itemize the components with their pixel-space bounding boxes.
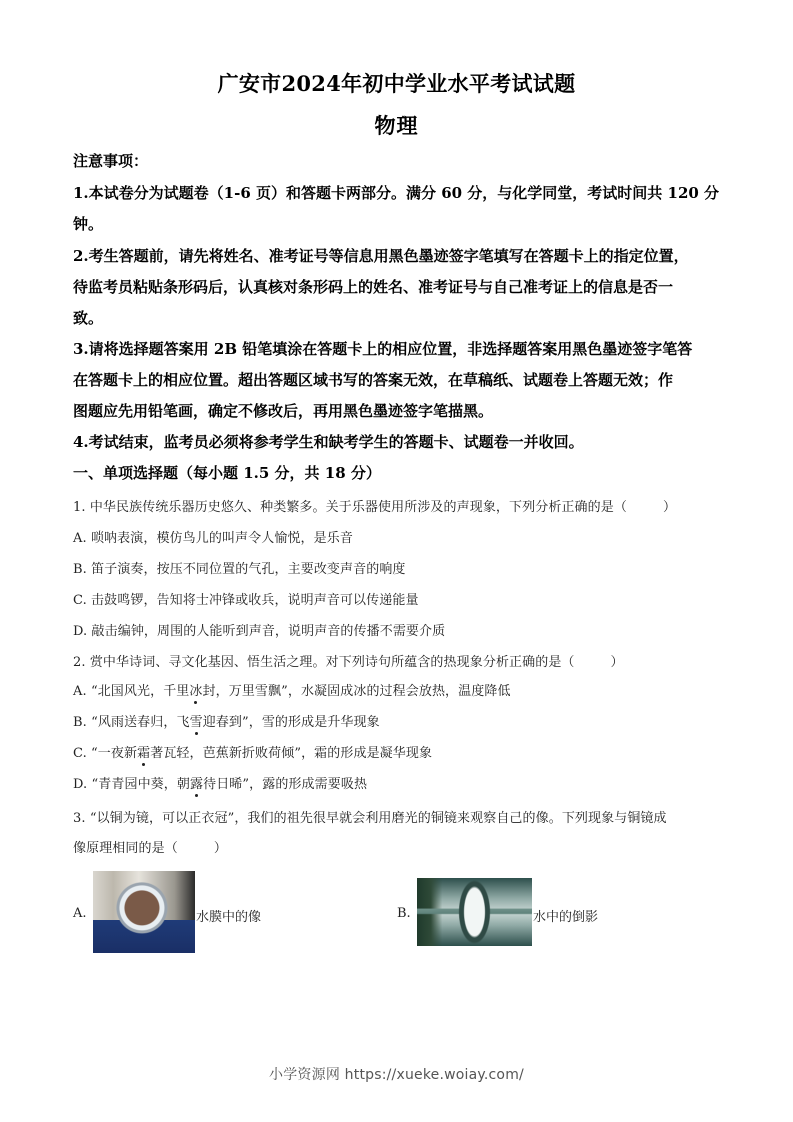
notice-heading: 注意事项： (73, 152, 149, 170)
option-text: 著瓦轻，芭蕉新折败荷倾”，霜的形成是凝华现象 (150, 746, 433, 761)
subject-title: 物理 (374, 113, 419, 138)
option-text: 待日晞”，露的形成需要吸热 (203, 777, 368, 792)
notice-item-3-line-2: 在答题卡上的相应位置。超出答题区域书写的答案无效，在草稿纸、试题卷上答题无效；作 (73, 371, 674, 389)
emphasis-mark: 冰 (189, 680, 202, 699)
emphasis-mark: 露 (190, 773, 203, 792)
document-title: 广安市2024年初中学业水平考试试题 (217, 71, 576, 96)
question-3-stem-text: 像原理相同的是（ (73, 841, 178, 856)
question-1-stem-end: ） (662, 500, 677, 515)
question-2-stem-text: 2. 赏中华诗词、寻文化基因、悟生活之理。对下列诗句所蕴含的热现象分析正确的是（ (73, 655, 575, 670)
emphasis-mark: 霜 (137, 742, 150, 761)
question-2-option-d (73, 773, 723, 792)
notice-item-4-line-1: 4.考试结束，监考员必须将参考学生和缺考学生的答题卡、试题卷一并收回。 (73, 433, 584, 451)
water-film-image (93, 871, 195, 953)
question-2-option-b (73, 711, 723, 730)
emphasis-mark: 雪 (190, 711, 203, 730)
option-text: C. “一夜新 (73, 746, 138, 761)
question-1-option-c: C. 击鼓鸣锣，告知将士冲锋或收兵，说明声音可以传递能量 (73, 593, 419, 608)
question-2-option-c (73, 742, 723, 761)
question-1-option-d: D. 敲击编钟，周围的人能听到声音，说明声音的传播不需要介质 (73, 624, 446, 639)
question-3-option-b-label: B. (397, 906, 411, 921)
notice-item-3-line-1: 3.请将选择题答案用 2B 铅笔填涂在答题卡上的相应位置，非选择题答案用黑色墨迹签字笔答 (73, 340, 693, 358)
question-3-option-a-label: A. (73, 906, 87, 921)
question-2-stem (73, 651, 723, 670)
option-text: 迎春到”，雪的形成是升华现象 (202, 715, 380, 730)
notice-item-3-line-3: 图题应先用铅笔画，确定不修改后，再用黑色墨迹签字笔描黑。 (73, 402, 494, 420)
section-heading: 一、单项选择题（每小题 1.5 分，共 18 分） (73, 464, 381, 482)
option-text: A. “北国风光，千里 (73, 684, 190, 699)
question-3-option-a-text: 水膜中的像 (196, 910, 262, 925)
question-2-stem-end: ） (610, 655, 624, 670)
option-text: 封，万里雪飘”，水凝固成冰的过程会放热，温度降低 (202, 684, 511, 699)
question-1-option-a: A. 唢呐表演，模仿鸟儿的叫声令人愉悦，是乐音 (73, 531, 353, 546)
notice-item-1-line-1: 1.本试卷分为试题卷（1-6 页）和答题卡两部分。满分 60 分，与化学同堂，考试时间共 120 分 (73, 184, 720, 202)
option-text: B. “风雨送春归，飞 (73, 715, 190, 730)
option-text: D. “青青园中葵，朝 (73, 777, 190, 792)
notice-item-1-line-2: 钟。 (73, 215, 104, 233)
notice-item-2-line-2: 待监考员粘贴条形码后，认真核对条形码上的姓名、准考证号与自己准考证上的信息是否一 (73, 278, 674, 296)
bridge-reflection-image (417, 878, 532, 946)
question-3-stem-line-1: 3. “以铜为镜，可以正衣冠”，我们的祖先很早就会利用磨光的铜镜来观察自己的像。下列现象与铜镜成 (73, 811, 667, 826)
question-3-stem-line-2 (73, 837, 723, 856)
footer-watermark: 小学资源网 https://xueke.woiay.com/ (269, 1067, 524, 1083)
question-1-stem (73, 496, 723, 515)
question-3-option-b-text: 水中的倒影 (533, 910, 599, 925)
notice-item-2-line-1: 2.考生答题前，请先将姓名、准考证号等信息用黑色墨迹签字笔填写在答题卡上的指定位置， (73, 247, 689, 265)
question-2-option-a (73, 680, 723, 699)
notice-item-2-line-3: 致。 (73, 309, 104, 327)
question-1-option-b: B. 笛子演奏，按压不同位置的气孔，主要改变声音的响度 (73, 562, 406, 577)
question-1-stem-text: 1. 中华民族传统乐器历史悠久、种类繁多。关于乐器使用所涉及的声现象，下列分析正确的是（ (73, 500, 627, 515)
question-3-stem-end: ） (213, 841, 227, 856)
